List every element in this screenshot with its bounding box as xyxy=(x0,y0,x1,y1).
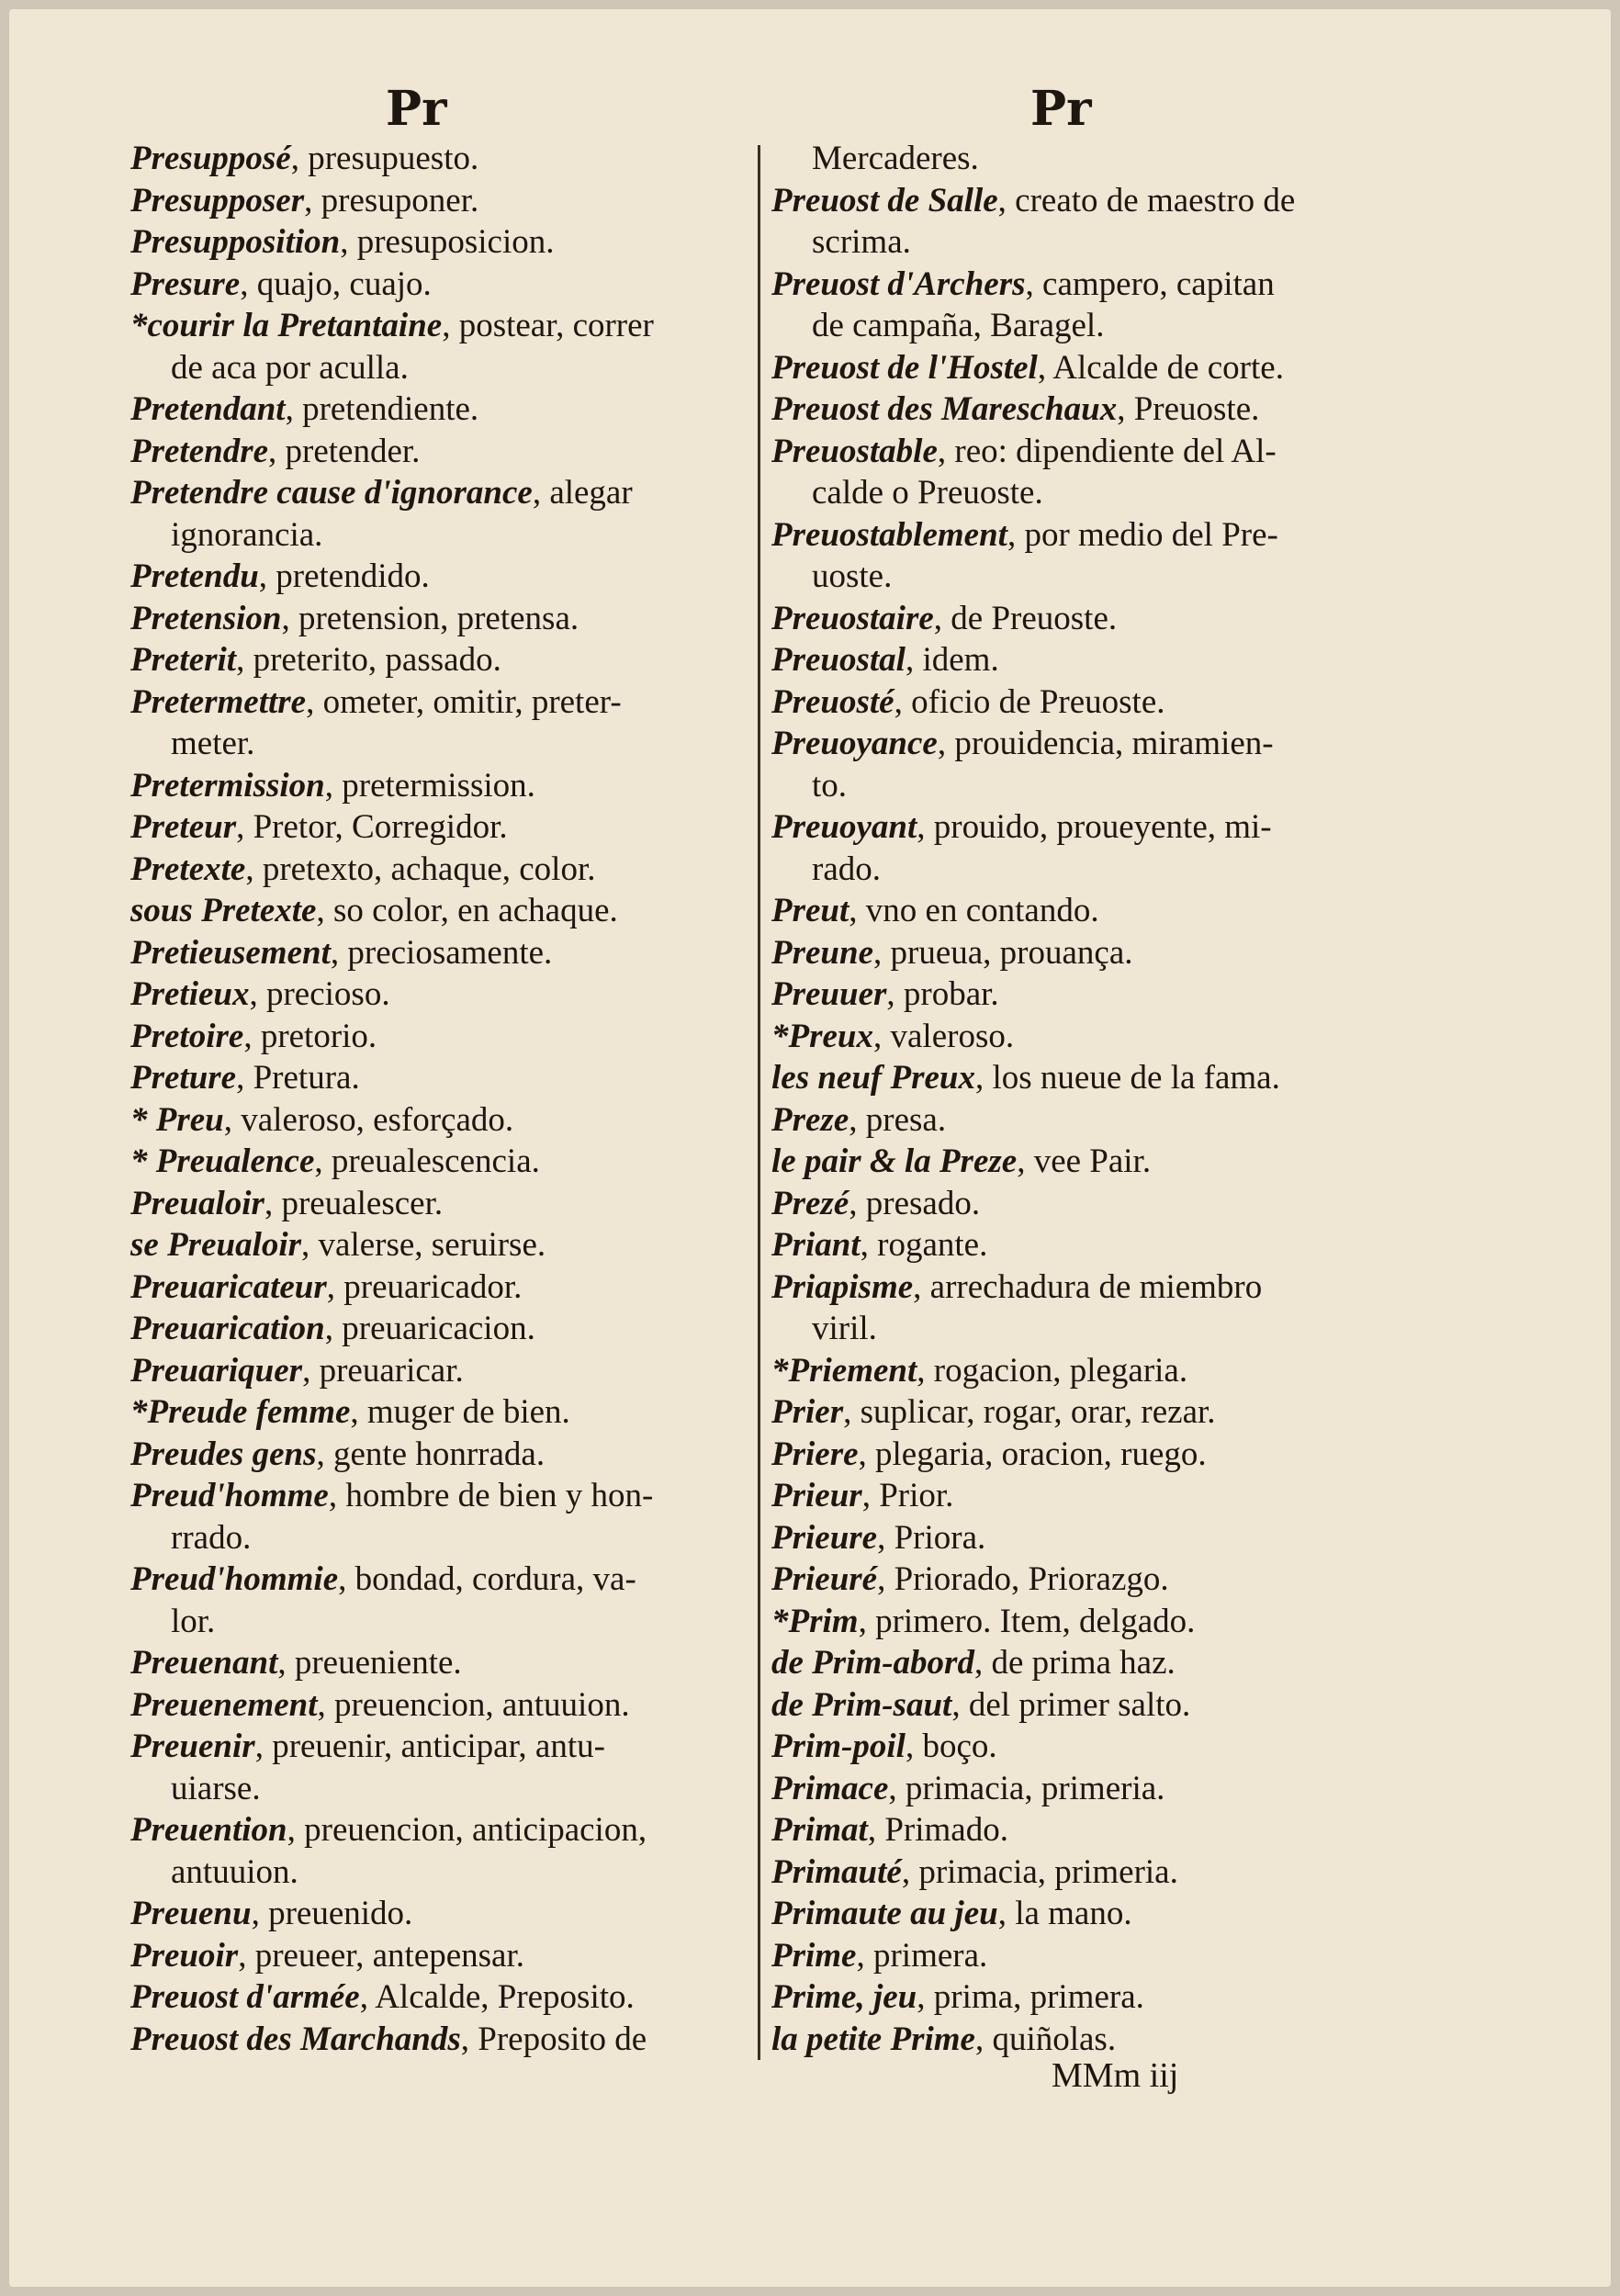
entry-definition: , ometer, omitir, preter- xyxy=(306,682,622,721)
entry-headword: Preuostal xyxy=(771,641,906,679)
entry-headword: Preuoyance xyxy=(771,725,938,762)
entry-continuation: calde o Preuoste. xyxy=(812,474,1043,512)
entry-definition: , bondad, cordura, va- xyxy=(338,1560,636,1598)
entry-headword: Preuost des Marchands xyxy=(130,2020,461,2058)
entry-headword: *courir la Pretantaine xyxy=(130,307,443,344)
entry xyxy=(130,890,746,932)
entry-headword: Prieur xyxy=(771,1477,862,1514)
entry-definition: , quajo, cuajo. xyxy=(240,264,432,303)
entry-definition: , alegar xyxy=(532,474,633,512)
entry-definition: , plegaria, oracion, ruego. xyxy=(858,1435,1207,1473)
entry xyxy=(130,556,746,598)
entry-definition: , prueua, prouança. xyxy=(873,933,1133,972)
entry-headword: Pretermission xyxy=(130,766,325,805)
entry-headword: Preut xyxy=(771,892,849,929)
entry-headword: Prier xyxy=(771,1393,844,1431)
entry-definition: , preualescencia. xyxy=(314,1142,540,1180)
running-head-left: Pr xyxy=(386,81,447,137)
entry xyxy=(130,431,746,473)
entry-definition: , arrechadura de miembro xyxy=(913,1267,1263,1306)
entry xyxy=(771,932,1414,974)
entry-definition: , preualescer. xyxy=(264,1184,444,1222)
entry-headword: de Prim-abord xyxy=(771,1644,974,1682)
entry xyxy=(771,431,1414,473)
entry xyxy=(130,1642,746,1684)
entry-headword: Pretermettre xyxy=(130,682,307,721)
entry xyxy=(130,264,746,306)
entry-definition: , primera. xyxy=(856,1936,988,1975)
entry xyxy=(771,723,1414,765)
entry xyxy=(771,890,1414,932)
entry xyxy=(130,1266,746,1309)
entry-continuation: scrima. xyxy=(812,223,911,261)
entry xyxy=(771,1016,1414,1058)
entry xyxy=(771,264,1414,306)
entry-continuation: rado. xyxy=(812,850,881,888)
entry xyxy=(771,1141,1414,1183)
entry xyxy=(771,1642,1414,1684)
entry-definition: , valerse, seruirse. xyxy=(301,1226,546,1264)
entry xyxy=(130,1976,746,2019)
entry-definition: , preuaricar. xyxy=(302,1351,464,1390)
entry-headword: Prime xyxy=(771,1936,857,1975)
entry-continuation: antuuion. xyxy=(171,1852,298,1891)
entry-headword: Pretendre cause d'ignorance xyxy=(130,474,533,512)
entry-definition: , oficio de Preuoste. xyxy=(894,682,1165,721)
entry xyxy=(130,138,746,180)
entry-headword: Preteur xyxy=(130,808,237,846)
entry-definition: , Alcalde de corte. xyxy=(1037,348,1284,387)
entry-definition: , Prior. xyxy=(861,1477,954,1514)
entry-definition: , Preuoste. xyxy=(1117,390,1260,428)
entry-headword: Primace xyxy=(771,1769,889,1807)
entry-definition: , Pretura. xyxy=(236,1059,360,1097)
entry-definition: , presuponer. xyxy=(304,181,479,219)
entry-headword: Preuenement xyxy=(130,1685,318,1724)
entry xyxy=(771,1976,1414,2019)
entry xyxy=(771,974,1414,1016)
entry-headword: Presure xyxy=(130,264,241,303)
entry-headword: Prime, jeu xyxy=(771,1978,917,2016)
entry-headword: *Prim xyxy=(771,1602,859,1640)
entry-definition: , postear, correr xyxy=(442,307,654,344)
entry-headword: Prieure xyxy=(771,1518,878,1557)
entry-headword: Preuarication xyxy=(130,1310,325,1347)
entry xyxy=(130,388,746,431)
entry-headword: Pretieux xyxy=(130,975,250,1013)
entry xyxy=(130,765,746,807)
entry-headword: *Priement xyxy=(771,1351,917,1390)
entry xyxy=(130,1183,746,1225)
entry-definition: , Priorado, Priorazgo. xyxy=(877,1560,1169,1598)
entry-headword: Preture xyxy=(130,1059,237,1097)
entry-continuation: de aca por aculla. xyxy=(171,348,409,387)
left-column xyxy=(130,138,746,2060)
entry xyxy=(130,305,746,347)
entry xyxy=(130,681,746,724)
entry-headword: Primaute au jeu xyxy=(771,1895,998,1932)
entry-continuation: lor. xyxy=(171,1602,216,1640)
entry-headword: Preuost d'armée xyxy=(130,1978,360,2016)
entry xyxy=(130,1141,746,1183)
entry xyxy=(130,2019,746,2061)
entry xyxy=(771,1475,1414,1517)
entry-definition: , idem. xyxy=(905,641,999,679)
entry-definition: , Preposito de xyxy=(460,2020,647,2058)
entry-definition: , Priora. xyxy=(877,1518,986,1557)
entry-headword: Pretendu xyxy=(130,557,259,595)
entry-headword: * Preu xyxy=(130,1100,224,1139)
entry-definition: , Primado. xyxy=(867,1811,1008,1849)
entry xyxy=(130,598,746,640)
entry-headword: Prieuré xyxy=(771,1560,878,1598)
entry-definition: , hombre de bien y hon- xyxy=(328,1477,654,1514)
entry xyxy=(771,1057,1414,1099)
entry-headword: Presupposer xyxy=(130,181,305,219)
entry xyxy=(130,1308,746,1350)
entry-headword: Preune xyxy=(771,933,873,972)
entry-headword: Preuoyant xyxy=(771,808,917,846)
entry-continuation: uoste. xyxy=(812,557,893,595)
entry-definition: , so color, en achaque. xyxy=(316,892,618,929)
entry xyxy=(130,1559,746,1601)
entry xyxy=(130,1935,746,1977)
entry xyxy=(771,1266,1414,1309)
entry-headword: Pretendre xyxy=(130,432,269,470)
entry-definition: , pretendiente. xyxy=(285,390,479,428)
entry-definition: , Alcalde, Preposito. xyxy=(359,1978,635,2016)
entry xyxy=(130,221,746,264)
entry-definition: , pretermission. xyxy=(324,766,535,805)
entry-continuation: rrado. xyxy=(171,1518,252,1557)
entry xyxy=(771,2019,1414,2061)
entry-headword: Preuariquer xyxy=(130,1351,303,1390)
entry-definition: , pretendido. xyxy=(258,557,430,595)
entry-headword: Prim-poil xyxy=(771,1728,906,1765)
entry-continuation: meter. xyxy=(171,725,255,762)
entry xyxy=(130,1224,746,1266)
entry-headword: *Preude femme xyxy=(130,1393,351,1431)
entry-headword: Presupposé xyxy=(130,140,291,177)
entry xyxy=(771,1768,1414,1810)
entry-definition: , suplicar, rogar, orar, rezar. xyxy=(843,1393,1216,1431)
entry xyxy=(130,1475,746,1517)
entry-definition: , vee Pair. xyxy=(1017,1142,1152,1180)
entry-headword: * Preualence xyxy=(130,1142,315,1180)
entry-definition: , pretexto, achaque, color. xyxy=(245,850,596,888)
entry-headword: Preuostablement xyxy=(771,515,1007,554)
entry-headword: Preuost d'Archers xyxy=(771,264,1026,303)
entry-definition: , prouido, proueyente, mi- xyxy=(917,808,1272,846)
entry-headword: Priapisme xyxy=(771,1267,914,1306)
entry-headword: Preuuer xyxy=(771,975,887,1013)
entry-definition: , preuenir, anticipar, antu- xyxy=(254,1728,605,1765)
entry-definition: , preuencion, anticipacion, xyxy=(287,1811,647,1849)
entry-definition: , preuencion, antuuion. xyxy=(317,1685,630,1724)
entry xyxy=(130,639,746,681)
entry-definition: , presado. xyxy=(849,1184,981,1222)
entry xyxy=(771,1851,1414,1894)
entry-headword: Preud'homme xyxy=(130,1477,329,1514)
entry-headword: se Preualoir xyxy=(130,1226,302,1264)
entry-headword: Preuostable xyxy=(771,432,938,470)
entry xyxy=(771,598,1414,640)
entry-headword: Pretoire xyxy=(130,1017,244,1055)
entry-definition: , boço. xyxy=(905,1728,997,1765)
entry xyxy=(771,639,1414,681)
entry xyxy=(771,1684,1414,1727)
entry-headword: Preudes gens xyxy=(130,1435,317,1473)
entry-definition: , prouidencia, miramien- xyxy=(937,725,1274,762)
entry xyxy=(771,1809,1414,1851)
entry-headword: Preuostaire xyxy=(771,599,934,637)
entry-headword: Preterit xyxy=(130,641,237,679)
entry xyxy=(771,514,1414,557)
entry-definition: , preciosamente. xyxy=(330,933,553,972)
signature-mark: MMm iij xyxy=(1052,2056,1179,2095)
entry-definition: , quiñolas. xyxy=(974,2020,1117,2058)
entry-continuation: viril. xyxy=(812,1310,877,1347)
entry xyxy=(130,1350,746,1392)
entry-headword: les neuf Preux xyxy=(771,1059,975,1097)
entry-headword: Preud'hommie xyxy=(130,1560,339,1598)
running-head-right: Pr xyxy=(1030,81,1092,137)
entry xyxy=(130,1434,746,1476)
entry-definition: , preueer, antepensar. xyxy=(238,1936,525,1975)
entry xyxy=(771,1517,1414,1559)
entry xyxy=(771,1726,1414,1768)
entry xyxy=(130,806,746,849)
entry xyxy=(130,472,746,514)
entry xyxy=(130,180,746,222)
entry-definition: , gente honrrada. xyxy=(316,1435,546,1473)
entry-headword: Preuosté xyxy=(771,682,894,721)
entry-definition: , presa. xyxy=(849,1100,947,1139)
entry-continuation: de campaña, Baragel. xyxy=(812,307,1105,344)
entry xyxy=(130,1893,746,1935)
entry xyxy=(771,1893,1414,1935)
entry-headword: Pretieusement xyxy=(130,933,331,972)
entry xyxy=(771,1099,1414,1142)
entry-definition: , prima, primera. xyxy=(917,1978,1144,2016)
entry-headword: Preuost de l'Hostel xyxy=(771,348,1038,387)
entry-headword: le pair & la Preze xyxy=(771,1142,1018,1180)
entry-headword: Preualoir xyxy=(130,1184,264,1222)
entry-definition: , preuaricacion. xyxy=(324,1310,535,1347)
entry-definition: , rogacion, plegaria. xyxy=(917,1351,1188,1390)
entry-headword: Primat xyxy=(771,1811,868,1849)
entry xyxy=(130,849,746,891)
entry xyxy=(771,1183,1414,1225)
entry xyxy=(130,1099,746,1142)
entry-continuation: uiarse. xyxy=(171,1769,261,1807)
entry-headword: sous Pretexte xyxy=(130,892,317,929)
entry-headword: Pretendant xyxy=(130,390,286,428)
entry-headword: de Prim-saut xyxy=(771,1685,952,1724)
entry-headword: Preuenant xyxy=(130,1644,278,1682)
entry-headword: la petite Prime xyxy=(771,2020,975,2058)
entry xyxy=(771,1559,1414,1601)
entry-definition: , por medio del Pre- xyxy=(1007,515,1278,554)
entry xyxy=(771,806,1414,849)
entry-headword: Presupposition xyxy=(130,223,341,261)
entry-definition: , preterito, passado. xyxy=(236,641,501,679)
entry xyxy=(130,1684,746,1727)
entry-definition: , pretension, pretensa. xyxy=(281,599,579,637)
entry-headword: Preuoir xyxy=(130,1936,239,1975)
entry-definition: , precioso. xyxy=(249,975,390,1013)
entry-definition: , presuposicion. xyxy=(340,223,555,261)
entry-definition: , del primer salto. xyxy=(951,1685,1191,1724)
entry-continuation: ignorancia. xyxy=(171,515,323,554)
entry-continuation: Mercaderes. xyxy=(812,140,979,177)
entry xyxy=(771,1350,1414,1392)
entry xyxy=(771,388,1414,431)
entry-definition: , valeroso, esforçado. xyxy=(223,1100,514,1139)
entry-definition: , creato de maestro de xyxy=(997,181,1296,219)
entry-definition: , vno en contando. xyxy=(849,892,1099,929)
entry xyxy=(771,1601,1414,1643)
entry-definition: , presupuesto. xyxy=(290,140,479,177)
entry xyxy=(130,1016,746,1058)
entry xyxy=(130,1057,746,1099)
entry-definition: , primacia, primeria. xyxy=(888,1769,1165,1807)
entry xyxy=(771,1391,1414,1434)
entry-definition: , de Preuoste. xyxy=(933,599,1118,637)
entry-definition: , Pretor, Corregidor. xyxy=(236,808,508,846)
entry-definition: , campero, capitan xyxy=(1025,264,1275,303)
dictionary-page xyxy=(9,9,1611,2287)
entry-headword: Preuenir xyxy=(130,1728,255,1765)
entry-definition: , de prima haz. xyxy=(973,1644,1176,1682)
entry xyxy=(771,1224,1414,1266)
entry-headword: Preuenu xyxy=(130,1895,252,1932)
entry-headword: Preuaricateur xyxy=(130,1267,327,1306)
entry-definition: , preueniente. xyxy=(277,1644,462,1682)
entry-headword: Priere xyxy=(771,1435,859,1473)
entry-headword: Preuention xyxy=(130,1811,287,1849)
entry-definition: , muger de bien. xyxy=(350,1393,570,1431)
column-rule xyxy=(758,145,760,2060)
entry xyxy=(130,1726,746,1768)
entry-headword: Prezé xyxy=(771,1184,849,1222)
entry-headword: *Preux xyxy=(771,1017,873,1055)
entry-definition: , los nueue de la fama. xyxy=(975,1059,1280,1097)
entry-headword: Pretension xyxy=(130,599,282,637)
entry-definition: , la mano. xyxy=(997,1895,1132,1932)
entry-definition: , probar. xyxy=(886,975,999,1013)
entry-headword: Preze xyxy=(771,1100,849,1139)
entry-headword: Priant xyxy=(771,1226,861,1264)
entry xyxy=(130,1391,746,1434)
entry xyxy=(130,1809,746,1851)
right-column xyxy=(771,138,1414,2060)
entry-headword: Preuost des Mareschaux xyxy=(771,390,1118,428)
entry-headword: Primauté xyxy=(771,1852,902,1891)
entry xyxy=(771,681,1414,724)
entry-definition: , reo: dipendiente del Al- xyxy=(937,432,1277,470)
entry xyxy=(771,1935,1414,1977)
entry-headword: Preuost de Salle xyxy=(771,181,998,219)
entry-continuation: to. xyxy=(812,766,848,805)
entry-definition: , preuaricador. xyxy=(326,1267,523,1306)
entry xyxy=(771,1434,1414,1476)
entry-definition: , valeroso. xyxy=(873,1017,1015,1055)
entry-definition: , pretender. xyxy=(268,432,421,470)
entry xyxy=(771,180,1414,222)
entry xyxy=(771,347,1414,389)
entry-definition: , preuenido. xyxy=(251,1895,413,1932)
entry xyxy=(130,974,746,1016)
entry-definition: , rogante. xyxy=(860,1226,988,1264)
entry-definition: , primero. Item, delgado. xyxy=(858,1602,1196,1640)
entry-definition: , pretorio. xyxy=(243,1017,377,1055)
entry-definition: , primacia, primeria. xyxy=(901,1852,1178,1891)
entry-headword: Pretexte xyxy=(130,850,246,888)
entry xyxy=(130,932,746,974)
